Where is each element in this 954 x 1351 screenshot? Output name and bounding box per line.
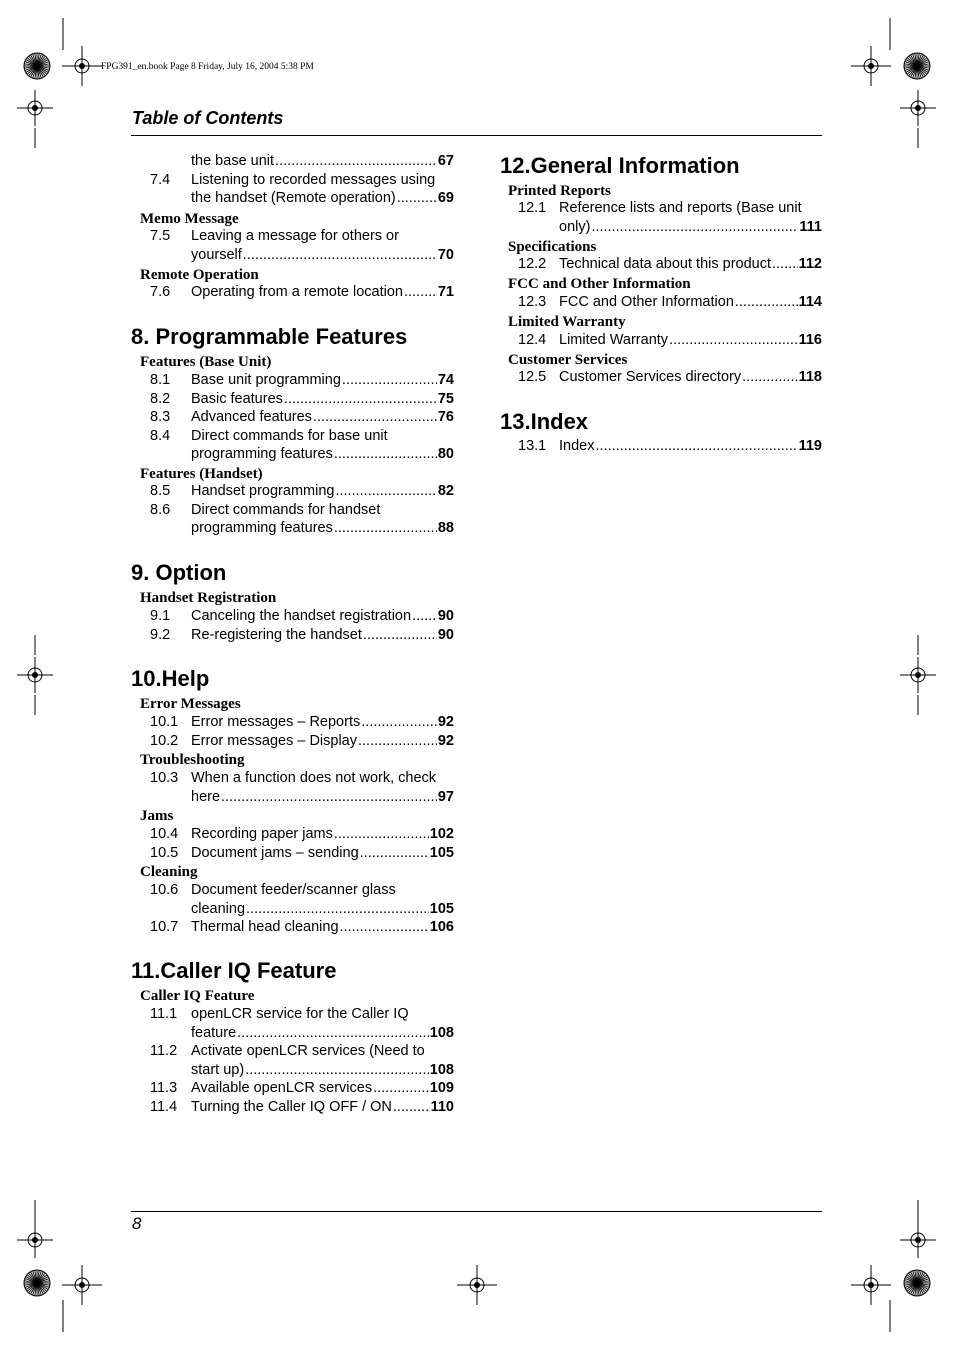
toc-entry-title: programming features xyxy=(191,446,333,463)
section-title-option: 9. Option xyxy=(131,560,227,585)
toc-entry-number: 12.3 xyxy=(518,294,547,310)
toc-entry-number: 10.6 xyxy=(150,882,179,898)
subheading-caller-iq-feature: Caller IQ Feature xyxy=(140,988,255,1004)
registration-crosshair-icon xyxy=(62,46,102,86)
toc-entry-title: cleaning xyxy=(191,900,246,917)
subheading-remote-operation: Remote Operation xyxy=(140,267,259,283)
toc-entry-title: Turning the Caller IQ OFF / ON xyxy=(191,1099,392,1115)
toc-entry-page-link[interactable]: 90 xyxy=(437,608,454,624)
subheading-features-base-unit: Features (Base Unit) xyxy=(140,354,272,370)
toc-entry-title: Recording paper jams xyxy=(191,826,333,842)
toc-entry-text: Direct commands for handset xyxy=(191,501,381,518)
subheading-printed-reports: Printed Reports xyxy=(508,183,611,199)
toc-entry-title: Error messages – Reports xyxy=(191,714,361,730)
toc-entry-number: 11.1 xyxy=(150,1006,178,1022)
toc-entry-number: 11.3 xyxy=(150,1080,178,1097)
registration-crosshair-icon xyxy=(851,46,891,86)
section-title-programmable-features: 8. Programmable Features xyxy=(131,324,408,349)
toc-entry-number: 10.5 xyxy=(150,844,179,861)
toc-entry-number: 11.2 xyxy=(150,1043,178,1060)
toc-entry-page-link[interactable]: 110 xyxy=(430,1099,454,1115)
toc-entry-number: 8.6 xyxy=(150,501,171,518)
toc-entry-title: yourself xyxy=(191,246,242,263)
toc-entry-text: Direct commands for base unit xyxy=(191,427,388,444)
toc-entry-number: 8.3 xyxy=(150,409,171,426)
toc-entry-page-link[interactable]: 70 xyxy=(437,246,454,263)
toc-entry-number: 7.4 xyxy=(150,171,171,188)
toc-entry-title: Advanced features xyxy=(191,409,312,426)
toc-entry-title: here xyxy=(191,788,221,805)
toc-entry-page-link[interactable]: 90 xyxy=(437,626,454,643)
toc-entry-page-link[interactable]: 109 xyxy=(429,1080,454,1097)
toc-entry-page-link[interactable]: 106 xyxy=(429,919,454,936)
subheading-memo-message: Memo Message xyxy=(140,211,239,227)
toc-entry-title: Available openLCR services xyxy=(191,1080,373,1097)
toc-entry-number: 12.4 xyxy=(518,332,547,348)
toc-entry-page-link[interactable]: 67 xyxy=(437,153,454,169)
toc-entry-page-link[interactable]: 114 xyxy=(798,294,822,310)
toc-entry-title: Index xyxy=(559,438,595,454)
toc-entry-number: 12.5 xyxy=(518,369,547,385)
subheading-troubleshooting: Troubleshooting xyxy=(140,752,245,768)
toc-entry-title: start up) xyxy=(191,1061,245,1078)
registration-crosshair-icon xyxy=(457,1265,497,1305)
toc-entry-text: Listening to recorded messages using xyxy=(191,171,436,188)
toc-entry-number: 7.6 xyxy=(150,284,171,300)
registration-crosshair-icon xyxy=(900,1222,936,1258)
registration-crosshair-icon xyxy=(900,657,936,693)
section-title-general-information: 12.General Information xyxy=(500,153,740,178)
toc-entry-page-link[interactable]: 108 xyxy=(429,1024,454,1041)
subheading-handset-registration: Handset Registration xyxy=(140,590,277,606)
toc-entry-page-link[interactable]: 119 xyxy=(798,438,822,454)
subheading-jams: Jams xyxy=(140,808,174,824)
toc-entry-page-link[interactable]: 97 xyxy=(437,788,454,805)
toc-entry-page-link[interactable]: 82 xyxy=(437,483,454,499)
subheading-error-messages: Error Messages xyxy=(140,696,241,712)
toc-entry-number: 10.1 xyxy=(150,714,179,730)
toc-entry-page-link[interactable]: 71 xyxy=(437,284,454,300)
toc-entry-number: 10.7 xyxy=(150,919,179,936)
toc-entry-title: only) xyxy=(559,218,591,235)
toc-entry-title: the base unit xyxy=(191,153,275,169)
subheading-customer-services: Customer Services xyxy=(508,352,628,368)
page-header-title: Table of Contents xyxy=(132,108,284,128)
toc-entry-number: 9.1 xyxy=(150,608,171,624)
toc-entry-text: Activate openLCR services (Need to xyxy=(191,1043,425,1060)
toc-entry-title: FCC and Other Information xyxy=(559,294,734,310)
toc-entry-page-link[interactable]: 92 xyxy=(437,732,454,749)
registration-starburst-icon xyxy=(24,53,50,79)
section-title-caller-iq-feature: 11.Caller IQ Feature xyxy=(131,958,337,983)
toc-entry-number: 11.4 xyxy=(150,1099,178,1115)
toc-entry-number: 8.5 xyxy=(150,483,171,499)
toc-entry-number: 10.4 xyxy=(150,826,179,842)
registration-crosshair-icon xyxy=(900,90,936,126)
subheading-cleaning: Cleaning xyxy=(140,864,198,880)
toc-entry-text: openLCR service for the Caller IQ xyxy=(191,1006,409,1022)
toc-entry-number: 13.1 xyxy=(518,438,547,454)
toc-entry-page-link[interactable]: 92 xyxy=(437,714,454,730)
toc-entry-title: the handset (Remote operation) xyxy=(191,190,396,207)
subheading-fcc: FCC and Other Information xyxy=(508,276,691,292)
subheading-specifications: Specifications xyxy=(508,239,597,255)
toc-entry-number: 7.5 xyxy=(150,228,171,244)
toc-entry-number: 8.1 xyxy=(150,372,171,388)
toc-entry-title: Handset programming xyxy=(191,483,335,499)
toc-entry-number: 8.2 xyxy=(150,390,171,407)
registration-crosshair-icon xyxy=(17,90,53,126)
registration-crosshair-icon xyxy=(62,1265,102,1305)
toc-entry-number: 10.2 xyxy=(150,732,179,749)
registration-starburst-icon xyxy=(904,1270,930,1296)
toc-entry-page-link[interactable]: 74 xyxy=(437,372,454,388)
subheading-features-handset: Features (Handset) xyxy=(140,466,263,482)
toc-entry-page-link[interactable]: 111 xyxy=(799,218,822,235)
toc-entry-text: Document feeder/scanner glass xyxy=(191,882,396,898)
registration-crosshair-icon xyxy=(17,657,53,693)
toc-entry-title: Basic features xyxy=(191,390,283,407)
toc-entry-number: 8.4 xyxy=(150,427,171,444)
toc-entry-page-link[interactable]: 108 xyxy=(429,1061,454,1078)
toc-entry-title: feature xyxy=(191,1024,237,1041)
section-title-index: 13.Index xyxy=(500,409,589,434)
toc-entry-title: Customer Services directory xyxy=(559,369,742,385)
toc-entry-page-link[interactable]: 75 xyxy=(437,390,454,407)
toc-entry-page-link[interactable]: 116 xyxy=(798,332,822,348)
page-number: 8 xyxy=(132,1214,142,1233)
toc-entry-page-link[interactable]: 112 xyxy=(798,256,822,272)
subheading-limited-warranty: Limited Warranty xyxy=(508,314,626,330)
toc-entry-number: 12.2 xyxy=(518,256,547,272)
toc-entry-title: Error messages – Display xyxy=(191,732,357,749)
registration-crosshair-icon xyxy=(17,1222,53,1258)
section-title-help: 10.Help xyxy=(131,666,210,691)
toc-entry-title: programming features xyxy=(191,520,333,537)
print-slug: FPG391_en.book Page 8 Friday, July 16, 2004 5:38 PM xyxy=(101,62,314,72)
toc-entry-number: 12.1 xyxy=(518,200,547,216)
toc-entry-title: Base unit programming xyxy=(191,372,341,388)
toc-entry-title: Canceling the handset registration xyxy=(191,608,412,624)
toc-entry-page-link[interactable]: 80 xyxy=(437,446,454,463)
toc-entry-page-link[interactable]: 105 xyxy=(429,900,454,917)
toc-entry-page-link[interactable]: 88 xyxy=(437,520,454,537)
toc-entry-number: 10.3 xyxy=(150,770,179,786)
toc-entry-title: Limited Warranty xyxy=(559,332,669,348)
toc-entry-page-link[interactable]: 105 xyxy=(429,844,454,861)
toc-entry-text: Leaving a message for others or xyxy=(191,228,399,244)
toc-entry-text: Reference lists and reports (Base unit xyxy=(559,200,802,216)
toc-entry-title: Thermal head cleaning xyxy=(191,919,339,936)
toc-entry-page-link[interactable]: 69 xyxy=(437,190,454,207)
registration-starburst-icon xyxy=(904,53,930,79)
registration-starburst-icon xyxy=(24,1270,50,1296)
toc-entry-title: Operating from a remote location xyxy=(191,284,403,300)
toc-entry-text: When a function does not work, check xyxy=(191,770,437,786)
toc-entry-page-link[interactable]: 102 xyxy=(429,826,454,842)
toc-entry-title: Document jams – sending xyxy=(191,844,359,861)
toc-entry-number: 9.2 xyxy=(150,626,171,643)
registration-crosshair-icon xyxy=(851,1265,891,1305)
toc-entry-title: Technical data about this product xyxy=(559,256,771,272)
toc-entry-title: Re-registering the handset xyxy=(191,626,362,643)
toc-entry-page-link[interactable]: 118 xyxy=(798,369,822,385)
toc-entry-page-link[interactable]: 76 xyxy=(437,409,454,426)
